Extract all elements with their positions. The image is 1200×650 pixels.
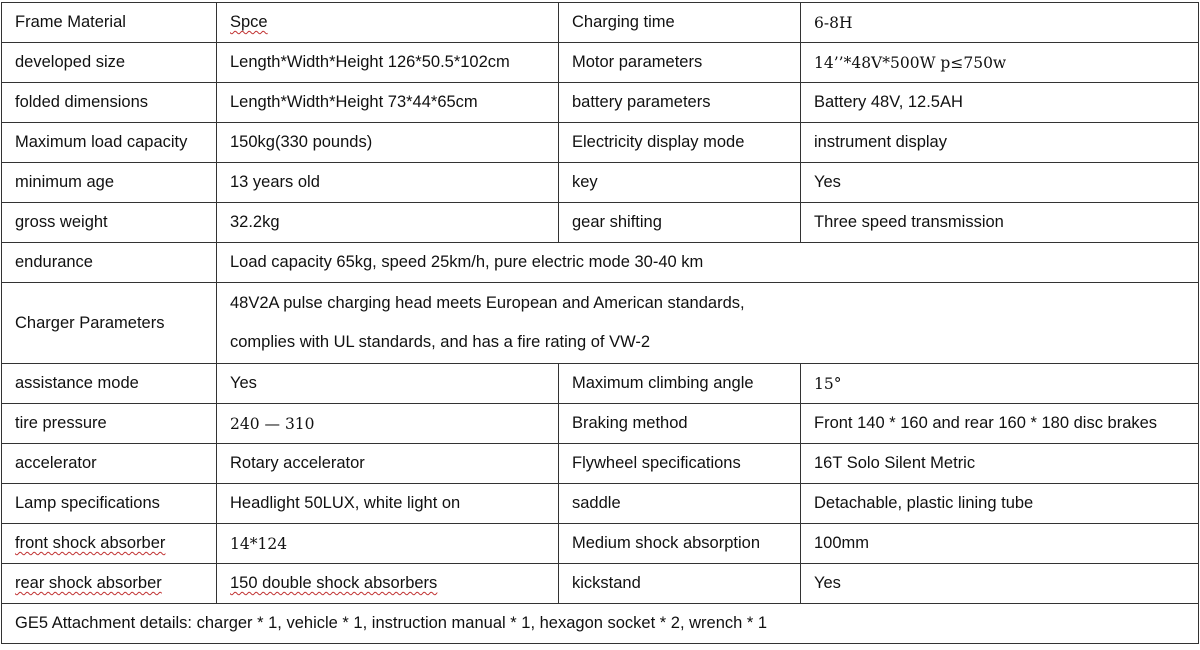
value-cell: 14’’*48V*500W p≤750w xyxy=(801,43,1199,83)
label-cell xyxy=(2,524,217,564)
value-cell: 150kg(330 pounds) xyxy=(217,123,559,163)
label-cell: folded dimensions xyxy=(2,83,217,123)
label-cell xyxy=(2,564,217,604)
table-row xyxy=(2,163,1199,203)
value-cell: Three speed transmission xyxy=(801,203,1199,243)
value-cell: 14*124 xyxy=(217,524,559,564)
table-row xyxy=(2,243,1199,283)
value-cell: instrument display xyxy=(801,123,1199,163)
value-cell: Yes xyxy=(217,364,559,404)
value-cell: Headlight 50LUX, white light on xyxy=(217,484,559,524)
label-cell: gear shifting xyxy=(559,203,801,243)
table-row xyxy=(2,444,1199,484)
label-cell: key xyxy=(559,163,801,203)
label-cell: accelerator xyxy=(2,444,217,484)
value-cell: Front 140 * 160 and rear 160 * 180 disc brakes xyxy=(801,404,1199,444)
table-row xyxy=(2,524,1199,564)
label-cell: Charger Parameters xyxy=(2,283,217,364)
label-cell: minimum age xyxy=(2,163,217,203)
spec-table xyxy=(1,2,1199,644)
table-row xyxy=(2,283,1199,364)
label-cell: Maximum climbing angle xyxy=(559,364,801,404)
value-cell: Load capacity 65kg, speed 25km/h, pure electric mode 30-40 km xyxy=(217,243,1199,283)
label-cell: Charging time xyxy=(559,3,801,43)
label-cell: Braking method xyxy=(559,404,801,444)
value-cell: Length*Width*Height 73*44*65cm xyxy=(217,83,559,123)
value-line: 48V2A pulse charging head meets European and American standards, xyxy=(230,294,745,312)
table-row xyxy=(2,203,1199,243)
label-cell: assistance mode xyxy=(2,364,217,404)
table-row xyxy=(2,404,1199,444)
value-cell xyxy=(217,283,1199,364)
attachment-details: GE5 Attachment details: charger * 1, vehicle * 1, instruction manual * 1, hexagon socket * 2, wrench * 1 xyxy=(2,604,1199,644)
label-cell: Electricity display mode xyxy=(559,123,801,163)
value-text: 150 double shock absorbers xyxy=(230,574,438,592)
value-cell: 240 — 310 xyxy=(217,404,559,444)
label-cell: saddle xyxy=(559,484,801,524)
table-row xyxy=(2,43,1199,83)
value-cell: Yes xyxy=(801,564,1199,604)
label-cell: Medium shock absorption xyxy=(559,524,801,564)
label-cell: gross weight xyxy=(2,203,217,243)
value-cell: 13 years old xyxy=(217,163,559,203)
value-cell xyxy=(217,3,559,43)
label-cell: kickstand xyxy=(559,564,801,604)
label-cell: developed size xyxy=(2,43,217,83)
label-cell: Flywheel specifications xyxy=(559,444,801,484)
label-cell: tire pressure xyxy=(2,404,217,444)
label-cell: battery parameters xyxy=(559,83,801,123)
table-row xyxy=(2,564,1199,604)
value-cell: Rotary accelerator xyxy=(217,444,559,484)
table-row xyxy=(2,484,1199,524)
label-cell: Lamp specifications xyxy=(2,484,217,524)
table-row xyxy=(2,123,1199,163)
label-text: rear shock absorber xyxy=(15,574,162,592)
label-text: front shock absorber xyxy=(15,534,166,552)
table-row xyxy=(2,83,1199,123)
table-row xyxy=(2,3,1199,43)
table-row xyxy=(2,364,1199,404)
label-cell: Maximum load capacity xyxy=(2,123,217,163)
value-cell: Yes xyxy=(801,163,1199,203)
value-cell: Length*Width*Height 126*50.5*102cm xyxy=(217,43,559,83)
label-cell: Frame Material xyxy=(2,3,217,43)
value-cell: 15° xyxy=(801,364,1199,404)
footer-row xyxy=(2,604,1199,644)
value-cell: 6-8H xyxy=(801,3,1199,43)
value-cell: 32.2kg xyxy=(217,203,559,243)
value-cell: 100mm xyxy=(801,524,1199,564)
value-cell: Detachable, plastic lining tube xyxy=(801,484,1199,524)
value-cell: 16T Solo Silent Metric xyxy=(801,444,1199,484)
value-text: Spce xyxy=(230,13,268,31)
value-cell: Battery 48V, 12.5AH xyxy=(801,83,1199,123)
label-cell: Motor parameters xyxy=(559,43,801,83)
value-cell xyxy=(217,564,559,604)
value-line: complies with UL standards, and has a fire rating of VW-2 xyxy=(230,333,651,351)
label-cell: endurance xyxy=(2,243,217,283)
